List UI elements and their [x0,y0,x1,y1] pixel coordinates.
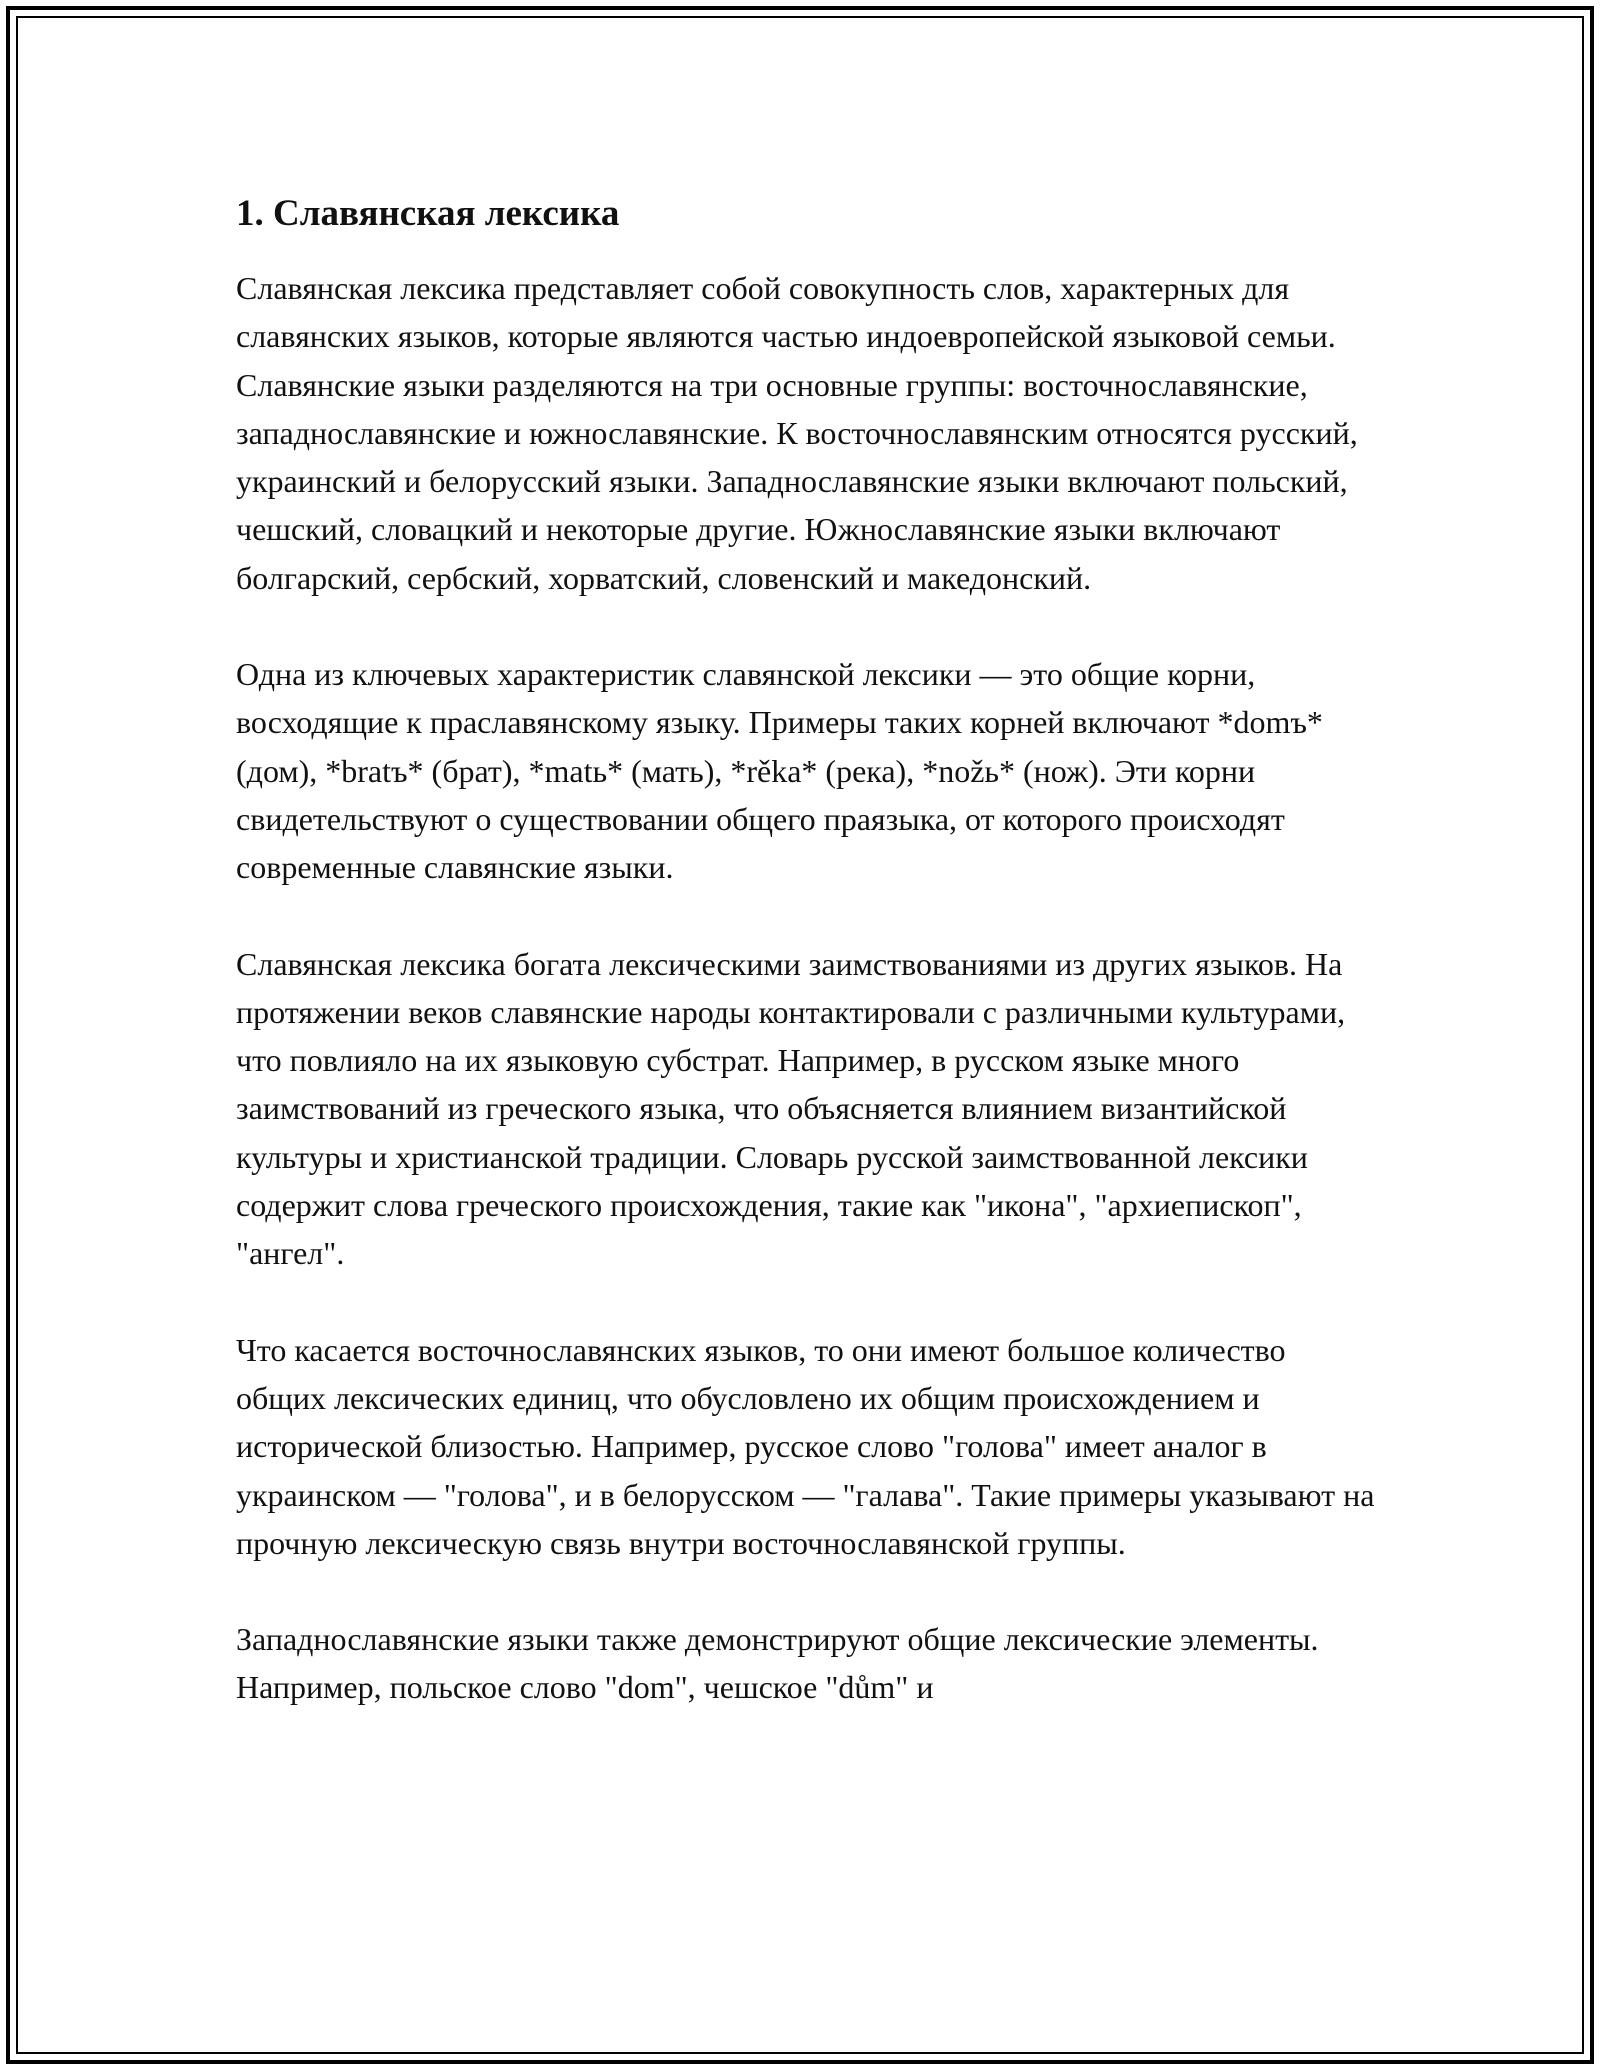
paragraph-east-slavic: Что касается восточнославянских языков, то они имеют большое количество общих лексических единиц, что обусловлено их общим происхождением и исторической близостью. Например, русское слово "голова" имеет аналог в украинском — "голова", и в белорусском — "галава". Такие примеры указывают на прочную лексическую связь внутри восточнославянской группы. [236,1331,1375,1561]
paragraph-west-slavic: Западнославянские языки также демонстрируют общие лексические элементы. Например, польское слово "dom", чешское "dům" и [236,1621,1319,1706]
paragraph-common-roots: Одна из ключевых характеристик славянской лексики — это общие корни, восходящие к праславянскому языку. Примеры таких корней включают *domъ* (дом), *bratъ* (брат), *matь* (мать), *rěka* (река), *nožь* (нож). Эти корни свидетельствуют о существовании общего праязыка, от которого происходят современные славянские языки. [236,656,1323,886]
paragraph-intro: Славянская лексика представляет собой совокупность слов, характерных для славянских языков, которые являются частью индоевропейской языковой семьи. Славянские языки разделяются на три основные группы: восточнославянские, западнославянские и южнославянские. К восточнославянским относятся русский, украинский и белорусский языки. Западнославянские языки включают польский, чешский, словацкий и некоторые другие. Южнославянские языки включают болгарский, сербский, хорватский, словенский и македонский. [236,270,1358,596]
section-heading: 1. Славянская лексика [236,193,620,234]
document-body [236,190,1376,1760]
paragraph-borrowings: Славянская лексика богата лексическими заимствованиями из других языков. На протяжении веков славянские народы контактировали с различными культурами, что повлияло на их языковую субстрат. Например, в русском языке много заимствований из греческого языка, что объясняется влиянием византийской культуры и христианской традиции. Словарь русской заимствованной лексики содержит слова греческого происхождения, такие как "икона", "архиепископ", "ангел". [236,945,1346,1272]
